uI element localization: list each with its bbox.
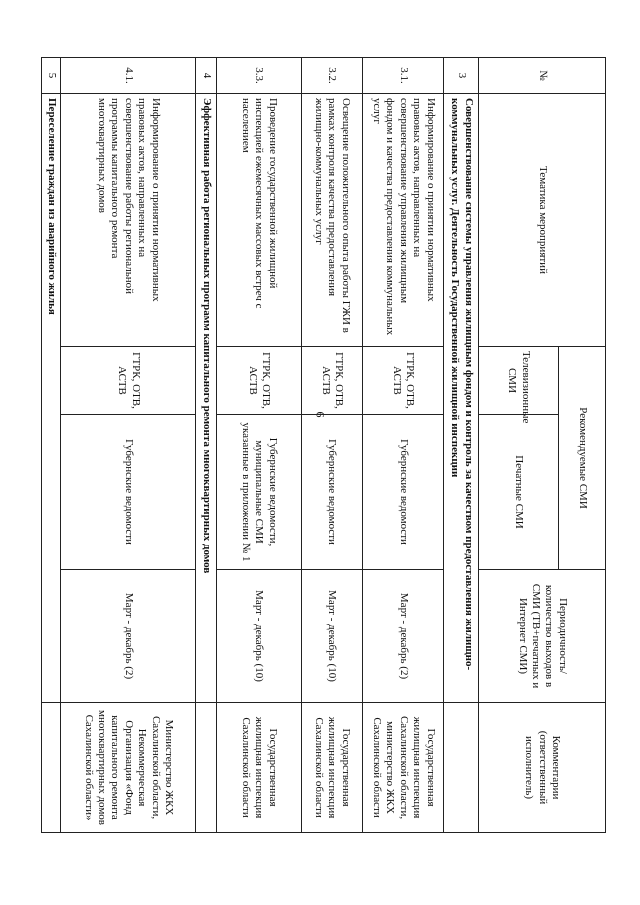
row-print: Губернские ведомости, муниципальные СМИ указанные в приложении № 1 <box>216 415 301 570</box>
row-number: 4.1. <box>60 58 196 94</box>
row-topic: Проведение государственной жилищной инспекцией ежемесячных массовых встреч с населением <box>216 94 301 347</box>
row-comments: Государственная жилищная инспекция Сахалинской области <box>216 703 301 833</box>
empty-cell <box>444 703 479 833</box>
row-print: Губернские ведомости <box>60 415 196 570</box>
row-print: Губернские ведомости <box>301 415 362 570</box>
row-periodicity: Март - декабрь (2) <box>362 570 444 703</box>
row-number: 3.3. <box>216 58 301 94</box>
row-periodicity: Март - декабрь (2) <box>60 570 196 703</box>
table-row <box>301 58 362 833</box>
section-row <box>42 58 61 833</box>
table-row <box>60 58 196 833</box>
page-number: 6 <box>313 411 328 418</box>
section-title: Эффективная работа региональных программ капитального ремонта многоквартирных домов <box>196 94 216 703</box>
header-tv: Телевизионные СМИ <box>479 347 559 415</box>
table-row <box>216 58 301 833</box>
row-number: 3.2. <box>301 58 362 94</box>
row-tv: ГТРК, ОТВ, АСТВ <box>362 347 444 415</box>
row-print: Губернские ведомости <box>362 415 444 570</box>
section-row <box>444 58 479 833</box>
empty-cell <box>196 703 216 833</box>
section-number: 3 <box>444 58 479 94</box>
table-row <box>362 58 444 833</box>
row-periodicity: Март - декабрь (10) <box>216 570 301 703</box>
media-plan-table <box>41 57 606 833</box>
row-comments: Государственная жилищная инспекция Сахалинской области <box>301 703 362 833</box>
header-print: Печатные СМИ <box>479 415 559 570</box>
row-topic: Информирование о принятии нормативных правовых актов, направленных на совершенствование управления жилищным фондом и качества предоставления коммунальных услуг <box>362 94 444 347</box>
header-periodicity: Периодичность/количество выходов в СМИ (ТВ+печатных и Интернет СМИ) <box>479 570 606 703</box>
header-comments: Комментарии (ответственный исполнитель) <box>479 703 606 833</box>
row-comments: Государственная жилищная инспекция Сахалинской области, министерство ЖКХ Сахалинской области <box>362 703 444 833</box>
row-number: 3.1. <box>362 58 444 94</box>
section-row <box>196 58 216 833</box>
row-tv: ГТРК, ОТВ, АСТВ <box>216 347 301 415</box>
section-number: 4 <box>196 58 216 94</box>
empty-cell <box>42 703 61 833</box>
section-title: Совершенствование системы управления жилищным фондом и контроль за качеством предоставления жилищно-коммунальных услуг. Деятельность Государственной жилищной инспекции <box>444 94 479 703</box>
header-topic: Тематика мероприятий <box>479 94 606 347</box>
row-comments: Министерство ЖКХ Сахалинской области, Некоммерческая Организация «Фонд капитального ремонта многоквартирных домов Сахалинской области» <box>60 703 196 833</box>
row-periodicity: Март - декабрь (10) <box>301 570 362 703</box>
row-topic: Информирование о принятии нормативных правовых актов, направленных на совершенствование работы региональной программы капитального ремонта многоквартирных домов <box>60 94 196 347</box>
row-tv: ГТРК, ОТВ, АСТВ <box>301 347 362 415</box>
row-topic: Освещение положительного опыта работы ГЖИ в рамках контроля качества предоставления жилищно-коммунальных услуг <box>301 94 362 347</box>
section-title: Переселение граждан из аварийного жилья <box>42 94 61 703</box>
header-media: Рекомендуемые СМИ <box>559 347 606 570</box>
header-num: № <box>479 58 606 94</box>
row-tv: ГТРК, ОТВ, АСТВ <box>60 347 196 415</box>
section-number: 5 <box>42 58 61 94</box>
